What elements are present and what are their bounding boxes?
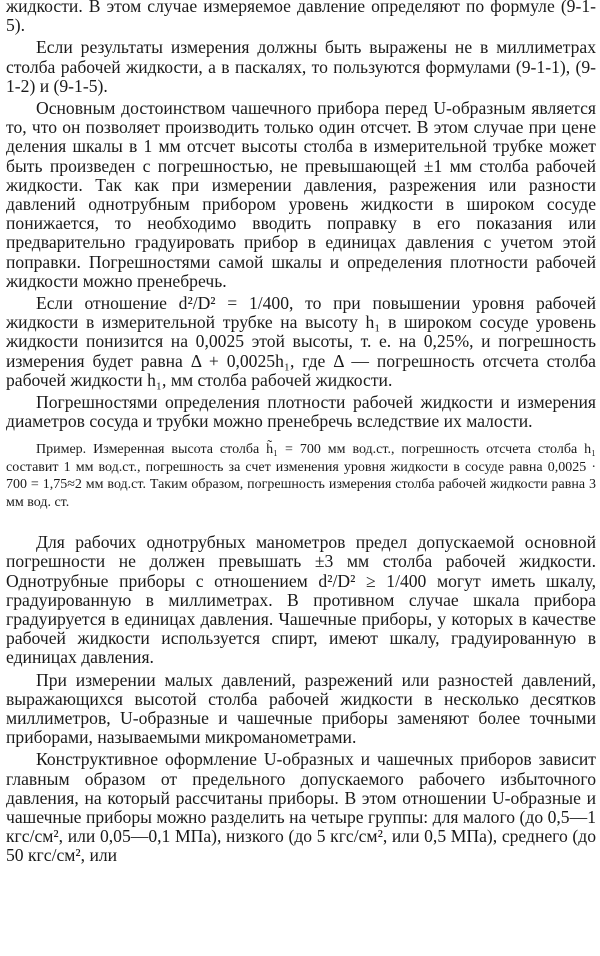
paragraph-continuation: жидкости. В этом случае измеряемое давление определяют по формуле (9-1-5). xyxy=(6,0,596,36)
paragraph-pascal-formulas: Если результаты измерения должны быть выражены не в миллиметрах столба рабочей жидкости, а в паскалях, то пользуются формулами (9-1-1), (9-1-2) и (9-1-5). xyxy=(6,37,596,96)
paragraph-negligible-errors: Погрешностями определения плотности рабочей жидкости и измерения диаметров сосуда и трубки можно пренебречь вследствие их малости. xyxy=(6,392,596,432)
paragraph-design-groups: Конструктивное оформление U-образных и чашечных приборов зависит главным образом от предельного допускаемого рабочего избыточного давления, на который рассчитаны приборы. В этом отношении U-образные и чашечные приборы можно разделить на четыре группы: для малого (до 0,5—1 кгс/см², или 0,05—0,1 МПа), низкого (до 5 кгс/см², или 0,5 МПа), среднего (до 50 кгс/см², или xyxy=(6,749,596,866)
paragraph-diameter-ratio: Если отношение d²/D² = 1/400, то при повышении уровня рабочей жидкости в измерительной трубке на высоту h₁ в широком сосуде уровень жидкости понизится на 0,0025 этой высоты, т. е. на 0,25%, и погрешность измерения будет равна Δ + 0,0025h₁, где Δ — погрешность отсчета столба рабочей жидкости h₁, мм столба рабочей жидкости. xyxy=(6,293,596,390)
paragraph-micromanometers: При измерении малых давлений, разрежений или разностей давлений, выражающихся высотой столба рабочей жидкости в несколько десятков миллиметров, U-образные и чашечные приборы заменяют более точными приборами, называемыми микроманометрами. xyxy=(6,669,596,748)
example-block: Пример. Измеренная высота столба h̃₁ = 700 мм вод.ст., погрешность отсчета столба h₁ составит 1 мм вод.ст., погрешность за счет изменения уровня жидкости в сосуде равна 0,0025 · 700 = 1,75≈2 мм вод.ст. Таким образом, погрешность измерения столба рабочей жидкости равна 3 мм вод. ст. xyxy=(6,442,596,510)
paragraph-cup-instrument-advantage: Основным достоинством чашечного прибора перед U-образным является то, что он позволяет производить только один отсчет. В этом случае при цене деления шкалы в 1 мм отсчет высоты столба в измерительной трубке может быть произведен с погрешностью, не превышающей ±1 мм столба рабочей жидкости. Так как при измерении давления, разрежения или разности давлений однотрубным прибором уровень жидкости в широком сосуде понижается, то необходимо вводить поправку в его показания или предварительно градуировать прибор в единицах давления с учетом этой поправки. Погрешностями самой шкалы и определения плотности рабочей жидкости можно пренебречь. xyxy=(6,98,596,291)
paragraph-single-tube-manometers: Для рабочих однотрубных манометров предел допускаемой основной погрешности не должен превышать ±3 мм столба рабочей жидкости. Однотрубные приборы с отношением d²/D² ≥ 1/400 могут иметь шкалу, градуированную в миллиметрах. В противном случае шкала прибора градуируется в единицах давления. Чашечные приборы, у которых в качестве рабочей жидкости используется спирт, имеют шкалу, градуированную в единицах давления. xyxy=(6,532,596,668)
